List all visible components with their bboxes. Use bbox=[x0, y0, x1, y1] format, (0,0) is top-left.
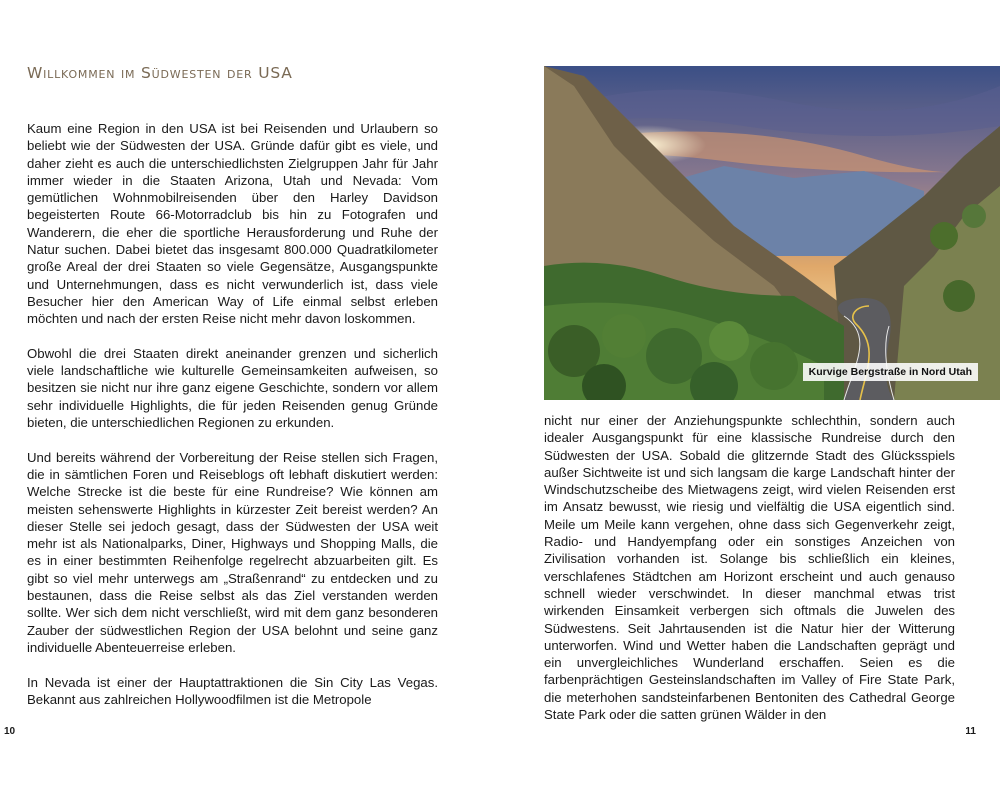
right-text-column bbox=[544, 412, 955, 741]
paragraph: Obwohl die drei Staaten direkt aneinander grenzen und sicherlich viele landschaftliche wie kulturelle Gemeinsamkeiten aufweisen, so besitzen sie nicht nur ihre ganz eigene Geschichte, sondern vor allem sehr individuelle Highlights, die für jeden Reisenden genug Gründe bieten, die unterschiedlichen Regionen zu erkunden. bbox=[27, 345, 438, 431]
mountain-road-illustration bbox=[544, 66, 1000, 400]
landscape-photo bbox=[544, 66, 1000, 400]
paragraph: Und bereits während der Vorbereitung der Reise stellen sich Fragen, die in sämtlichen Foren und Reiseblogs oft lebhaft diskutiert werden: Welche Strecke ist die beste für eine Rundreise? Wie können am meisten sehenswerte Highlights in kürzester Zeit bereist werden? An dieser Stelle sei jedoch gesagt, dass der Südwesten der USA weit mehr ist als Nationalparks, Diner, Highways und Shopping Malls, die es in einer bestimmten Reihenfolge regelrecht abzuarbeiten gilt. Es gibt so viel mehr unterwegs am „Straßenrand“ zu entdecken und zu bestaunen, dass die Reise selbst als das Ziel verstanden werden sollte. Wer sich dem nicht verschließt, wird mit dem ganz besonderen Zauber der südwestlichen Region der USA belohnt und seine ganz individuelle Abenteuerreise erleben. bbox=[27, 449, 438, 655]
photo-caption: Kurvige Bergstraße in Nord Utah bbox=[803, 363, 978, 381]
left-text-column bbox=[27, 120, 438, 725]
page-number-right: 11 bbox=[965, 726, 976, 737]
page-number-left: 10 bbox=[4, 726, 16, 737]
paragraph: In Nevada ist einer der Hauptattraktionen die Sin City Las Vegas. Bekannt aus zahlreichen Hollywoodfilmen ist die Metropole bbox=[27, 674, 438, 707]
chapter-title: Willkommen im Südwesten der USA bbox=[27, 64, 293, 82]
paragraph: nicht nur einer der Anziehungspunkte schlechthin, sondern auch idealer Ausgangspunkt für eine klassische Rundreise durch den Südwesten der USA. Sobald die glitzernde Stadt des Glücksspiels außer Sichtweite ist und sich langsam die karge Landschaft hinter der Windschutzscheibe des Mietwagens zeigt, wird vielen Reisenden erst im Ansatz bewusst, wie riesig und vielfältig die USA eigentlich sind. Meile um Meile kann vergehen, ohne dass sich Gegenverkehr zeigt, Radio- und Handyempfang oder ein sonstiges Anzeichen von Zivilisation vorhanden ist. Solange bis schließlich ein kleines, verschlafenes Städtchen am Horizont erscheint und auch genauso schnell wieder verschwindet. In dieser manchmal etwas trist wirkenden Einsamkeit verbergen sich oftmals die Juwelen des Südwestens. Seit Jahrtausenden ist die Natur hier der Witterung unterworfen. Wind und Wetter haben die Landschaften geprägt und ein unvergleichliches Wunderland erschaffen. Seien es die farbenprächtigen Gesteinslandschaften im Valley of Fire State Park, die meterhohen sandsteinfarbenen Bentoniten des Cathedral George State Park oder die satten grünen Wälder in den bbox=[544, 413, 955, 723]
paragraph: Kaum eine Region in den USA ist bei Reisenden und Urlaubern so beliebt wie der Südwesten der USA. Gründe dafür gibt es viele, und daher zieht es auch die unterschiedlichsten Zielgruppen Jahr für Jahr immer wieder in die Staaten Arizona, Utah und Nevada: Vom gemütlichen Wohnmobilreisenden über den Harley Davidson begeisterten Route 66-Motorradclub bis hin zu Fotografen und Wanderern, die eher die sportliche Herausforderung und Ruhe der Natur suchen. Dabei bietet das insgesamt 800.000 Quadratkilometer große Areal der drei Staaten so viele Gegensätze, Ausgangspunkte und Unternehmungen, dass es nicht verwunderlich ist, dass viele Besucher hier den American Way of Life einmal selbst erleben möchten und nach der ersten Reise nicht mehr davon loskommen. bbox=[27, 121, 438, 327]
